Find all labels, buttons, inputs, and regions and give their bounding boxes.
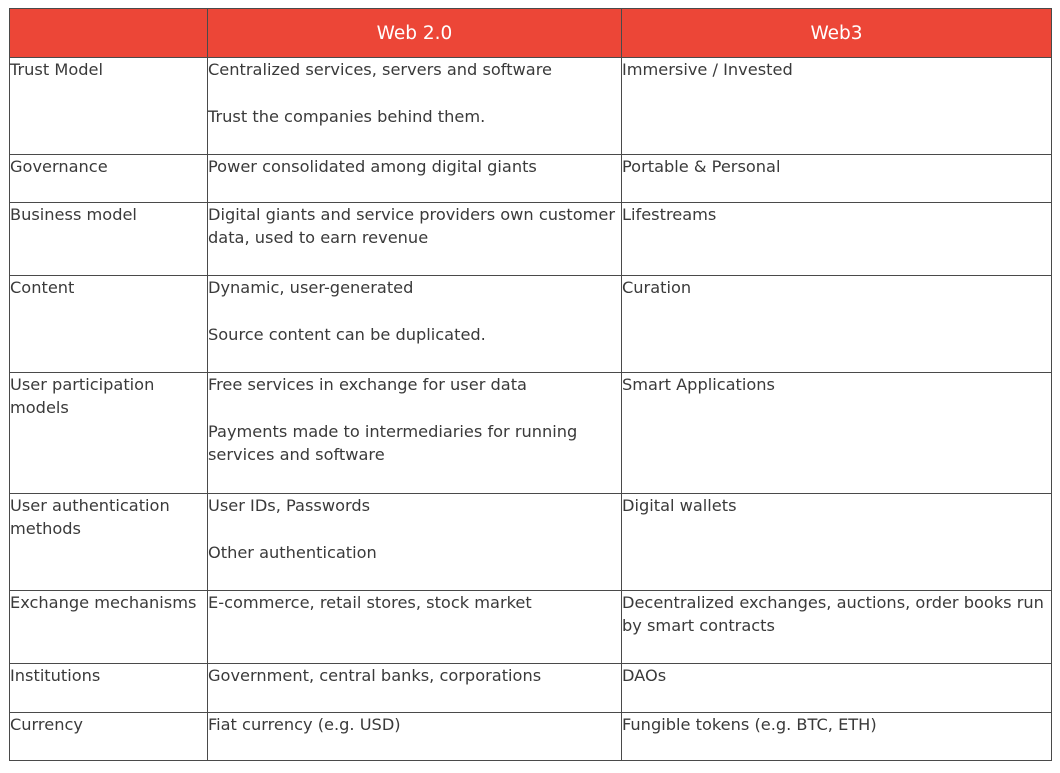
web3-cell xyxy=(622,713,1052,761)
header-web2: Web 2.0 xyxy=(208,9,622,58)
web2-text: Free services in exchange for user data xyxy=(208,375,527,394)
web3-cell xyxy=(622,155,1052,203)
web3-text: Curation xyxy=(622,278,692,297)
row-label-text: Currency xyxy=(10,715,83,734)
web2-text: Payments made to intermediaries for running services and software xyxy=(208,422,578,464)
web2-cell xyxy=(208,591,622,664)
web2-cell xyxy=(208,664,622,713)
web3-text: Smart Applications xyxy=(622,375,775,394)
web2-text: Trust the companies behind them. xyxy=(208,107,486,126)
web2-text: Dynamic, user-generated xyxy=(208,278,414,297)
web2-cell xyxy=(208,155,622,203)
web3-text: Lifestreams xyxy=(622,205,717,224)
row-label xyxy=(10,373,208,494)
web2-text: Digital giants and service providers own customer data, used to earn revenue xyxy=(208,205,616,247)
web2-cell xyxy=(208,494,622,591)
web3-text: Digital wallets xyxy=(622,496,737,515)
web3-text: DAOs xyxy=(622,666,667,685)
web3-cell xyxy=(622,58,1052,155)
web3-text: Decentralized exchanges, auctions, order books run by smart contracts xyxy=(622,593,1044,635)
web3-text: Immersive / Invested xyxy=(622,60,793,79)
web3-text: Portable & Personal xyxy=(622,157,781,176)
comparison-table xyxy=(9,8,1052,761)
table-row xyxy=(10,155,1052,203)
table-row xyxy=(10,373,1052,494)
web3-text: Fungible tokens (e.g. BTC, ETH) xyxy=(622,715,877,734)
table-row xyxy=(10,203,1052,276)
web2-text: User IDs, Passwords xyxy=(208,496,371,515)
web2-text: Centralized services, servers and software xyxy=(208,60,552,79)
row-label-text: Business model xyxy=(10,205,137,224)
header-row xyxy=(10,9,1052,58)
web3-cell xyxy=(622,664,1052,713)
row-label xyxy=(10,203,208,276)
row-label-text: Institutions xyxy=(10,666,101,685)
row-label xyxy=(10,58,208,155)
header-corner xyxy=(10,9,208,58)
row-label-text: User participation models xyxy=(10,375,155,417)
web2-cell xyxy=(208,276,622,373)
web3-cell xyxy=(622,591,1052,664)
web2-text: Source content can be duplicated. xyxy=(208,325,486,344)
header-web3: Web3 xyxy=(622,9,1052,58)
web2-text: Power consolidated among digital giants xyxy=(208,157,537,176)
row-label xyxy=(10,713,208,761)
table-row xyxy=(10,276,1052,373)
web3-cell xyxy=(622,203,1052,276)
table-row xyxy=(10,58,1052,155)
row-label xyxy=(10,494,208,591)
web2-text: Government, central banks, corporations xyxy=(208,666,542,685)
row-label-text: Content xyxy=(10,278,75,297)
web2-cell xyxy=(208,713,622,761)
table-row xyxy=(10,591,1052,664)
web2-text: E-commerce, retail stores, stock market xyxy=(208,593,532,612)
web2-cell xyxy=(208,203,622,276)
row-label-text: Exchange mechanisms xyxy=(10,593,197,612)
row-label xyxy=(10,155,208,203)
row-label xyxy=(10,664,208,713)
row-label-text: Trust Model xyxy=(10,60,103,79)
web3-cell xyxy=(622,494,1052,591)
web3-cell xyxy=(622,276,1052,373)
table-row xyxy=(10,664,1052,713)
web2-text: Fiat currency (e.g. USD) xyxy=(208,715,401,734)
web3-cell xyxy=(622,373,1052,494)
row-label-text: Governance xyxy=(10,157,108,176)
table-row xyxy=(10,713,1052,761)
table-row xyxy=(10,494,1052,591)
web2-text: Other authentication xyxy=(208,543,377,562)
row-label xyxy=(10,591,208,664)
row-label xyxy=(10,276,208,373)
web2-cell xyxy=(208,373,622,494)
row-label-text: User authentication methods xyxy=(10,496,170,538)
web2-cell xyxy=(208,58,622,155)
